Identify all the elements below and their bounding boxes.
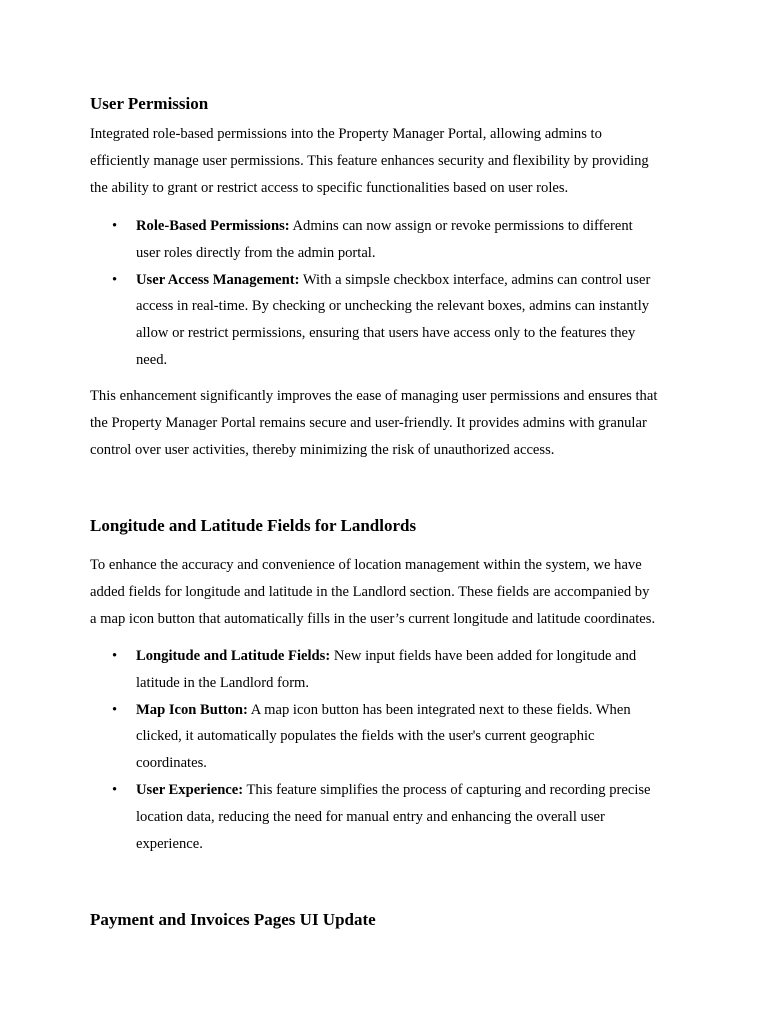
list-item-term: Map Icon Button: — [136, 701, 248, 718]
bullet-icon: • — [112, 781, 118, 798]
text-line: control over user activities, thereby minimizing the risk of unauthorized access. — [90, 441, 555, 458]
text-line: allow or restrict permissions, ensuring that users have access only to the features they — [136, 325, 636, 342]
list-item-first-line: Admins can now assign or revoke permissions to different — [289, 218, 633, 234]
list-item-term: Longitude and Latitude Fields: — [136, 648, 331, 664]
user-permission-bullet-list — [0, 213, 768, 374]
list-item — [0, 213, 768, 267]
text-line: To enhance the accuracy and convenience of location management within the system, we have — [90, 557, 642, 573]
text-line: clicked, it automatically populates the fields with the user's current geographic — [136, 728, 595, 745]
section-heading-user-permission: User Permission — [90, 94, 209, 113]
text-line: access in real-time. By checking or unchecking the relevant boxes, admins can instantly — [136, 298, 650, 315]
user-permission-outro — [90, 383, 690, 463]
text-line: user roles directly from the admin portal. — [136, 244, 376, 261]
list-item — [0, 697, 768, 777]
text-line: need. — [136, 351, 168, 368]
bullet-icon: • — [112, 218, 118, 234]
list-item-text — [136, 697, 696, 777]
list-item — [0, 777, 768, 857]
text-line: latitude in the Landlord form. — [136, 674, 310, 691]
text-line: added fields for longitude and latitude in the Landlord section. These fields are accompanied by — [90, 583, 650, 600]
text-line: location data, reducing the need for manual entry and enhancing the overall user — [136, 808, 605, 825]
text-line: coordinates. — [136, 755, 207, 772]
text-line: efficiently manage user permissions. This feature enhances security and flexibility by providing — [90, 152, 649, 169]
text-line: a map icon button that automatically fills in the user’s current longitude and latitude coordinates. — [90, 610, 656, 627]
list-item — [0, 267, 768, 374]
bullet-icon: • — [112, 648, 118, 664]
longitude-latitude-bullet-list — [0, 643, 768, 857]
list-item-first-line: With a simpsle checkbox interface, admins can control user — [299, 271, 651, 288]
text-line: experience. — [136, 835, 203, 852]
list-item — [0, 643, 768, 697]
bullet-icon: • — [112, 271, 118, 288]
text-line: the ability to grant or restrict access to specific functionalities based on user roles. — [90, 179, 569, 196]
list-item-text — [136, 777, 696, 857]
list-item-term: User Access Management: — [136, 271, 300, 288]
longitude-latitude-intro — [90, 552, 690, 632]
list-item-term: User Experience: — [136, 781, 244, 798]
list-item-first-line: This feature simplifies the process of capturing and recording precise — [243, 781, 651, 798]
bullet-icon: • — [112, 701, 118, 718]
list-item-text — [136, 213, 696, 267]
section-heading-longitude-latitude: Longitude and Latitude Fields for Landlords — [90, 516, 417, 535]
text-line: the Property Manager Portal remains secure and user-friendly. It provides admins with granular — [90, 414, 647, 431]
user-permission-intro — [90, 121, 690, 201]
list-item-first-line: A map icon button has been integrated next to these fields. When — [247, 701, 631, 718]
list-item-first-line: New input fields have been added for longitude and — [330, 648, 637, 664]
text-line: Integrated role-based permissions into the Property Manager Portal, allowing admins to — [90, 126, 602, 142]
list-item-text — [136, 643, 696, 697]
text-line: This enhancement significantly improves the ease of managing user permissions and ensures that — [90, 388, 658, 404]
list-item-term: Role-Based Permissions: — [136, 218, 290, 234]
list-item-text — [136, 267, 696, 374]
section-heading-payment-invoices: Payment and Invoices Pages UI Update — [90, 910, 376, 929]
